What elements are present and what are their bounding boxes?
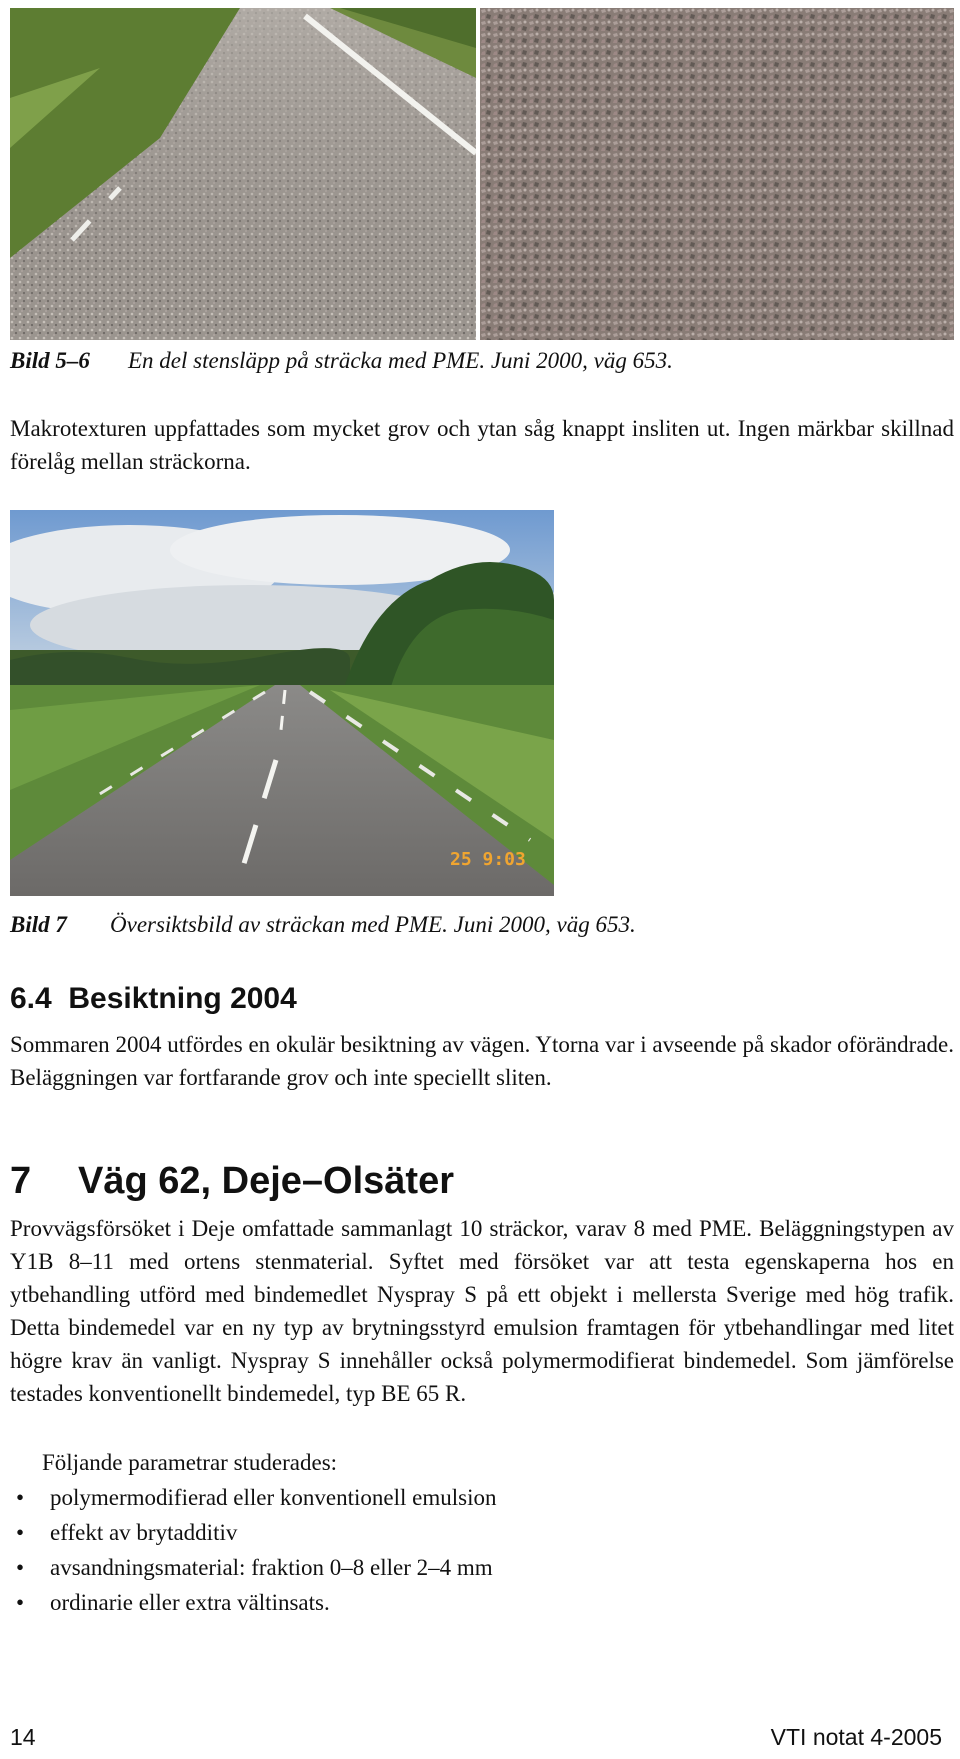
- photo-date-stamp: 25 9:03: [450, 849, 526, 870]
- body-paragraph-makrotextur: Makrotexturen uppfattades som mycket grov och ytan såg knappt insliten ut. Ingen märkbar skillnad förelåg mellan sträckorna.: [10, 416, 954, 474]
- bullet-icon: •: [16, 1555, 25, 1580]
- figure-number: Bild 5–6: [10, 348, 90, 373]
- photo-road-overview: [10, 510, 554, 896]
- footer-page-number: 14: [10, 1724, 36, 1750]
- chapter-number: 7: [10, 1160, 32, 1202]
- figure-caption-5-6: [10, 348, 673, 374]
- bullet-icon: •: [16, 1485, 25, 1510]
- figure-caption-text: Översiktsbild av sträckan med PME. Juni 2000, väg 653.: [110, 912, 636, 937]
- chapter-heading-7: [10, 1160, 454, 1203]
- footer-publication: VTI notat 4-2005: [770, 1724, 942, 1750]
- list-item: • avsandningsmaterial: fraktion 0–8 eller 2–4 mm: [10, 1550, 954, 1585]
- section-heading-6-4: 6.4 Besiktning 2004: [10, 982, 297, 1015]
- photo-road-surface: [10, 8, 476, 340]
- figure-caption-7: [10, 912, 636, 938]
- chapter-title: Väg 62, Deje–Olsäter: [78, 1160, 454, 1202]
- list-item: • polymermodifierad eller konventionell emulsion: [10, 1480, 954, 1515]
- figure-caption-text: En del stensläpp på sträcka med PME. Juni 2000, väg 653.: [128, 348, 673, 373]
- parameter-list: [10, 1480, 954, 1620]
- body-paragraph-deje: Provvägsförsöket i Deje omfattade sammanlagt 10 sträckor, varav 8 med PME. Beläggningstypen av Y1B 8–11 med ortens stenmaterial. Syftet med försöket var att testa egenskaperna hos en ytbehandling utförd med bindemedlet Nyspray S på ett objekt i mellersta Sverige med hög trafik. Detta bindemedel var en ny typ av brytningsstyrd emulsion framtagen för ytbehandlingar med litet högre krav än vanligt. Nyspray S innehåller också polymermodifierat bindemedel. Som jämförelse testades konventionellt bindemedel, typ BE 65 R.: [10, 1216, 954, 1406]
- list-intro: Följande parametrar studerades:: [42, 1450, 338, 1475]
- list-item: • ordinarie eller extra vältinsats.: [10, 1585, 954, 1620]
- photo-chippings-closeup: [480, 8, 954, 340]
- list-item: • effekt av brytadditiv: [10, 1515, 954, 1550]
- bullet-icon: •: [16, 1590, 25, 1615]
- figure-number: Bild 7: [10, 912, 67, 937]
- body-paragraph-besiktning: Sommaren 2004 utfördes en okulär besiktning av vägen. Ytorna var i avseende på skador oförändrade. Beläggningen var fortfarande grov och inte speciellt sliten.: [10, 1032, 954, 1090]
- bullet-icon: •: [16, 1520, 25, 1545]
